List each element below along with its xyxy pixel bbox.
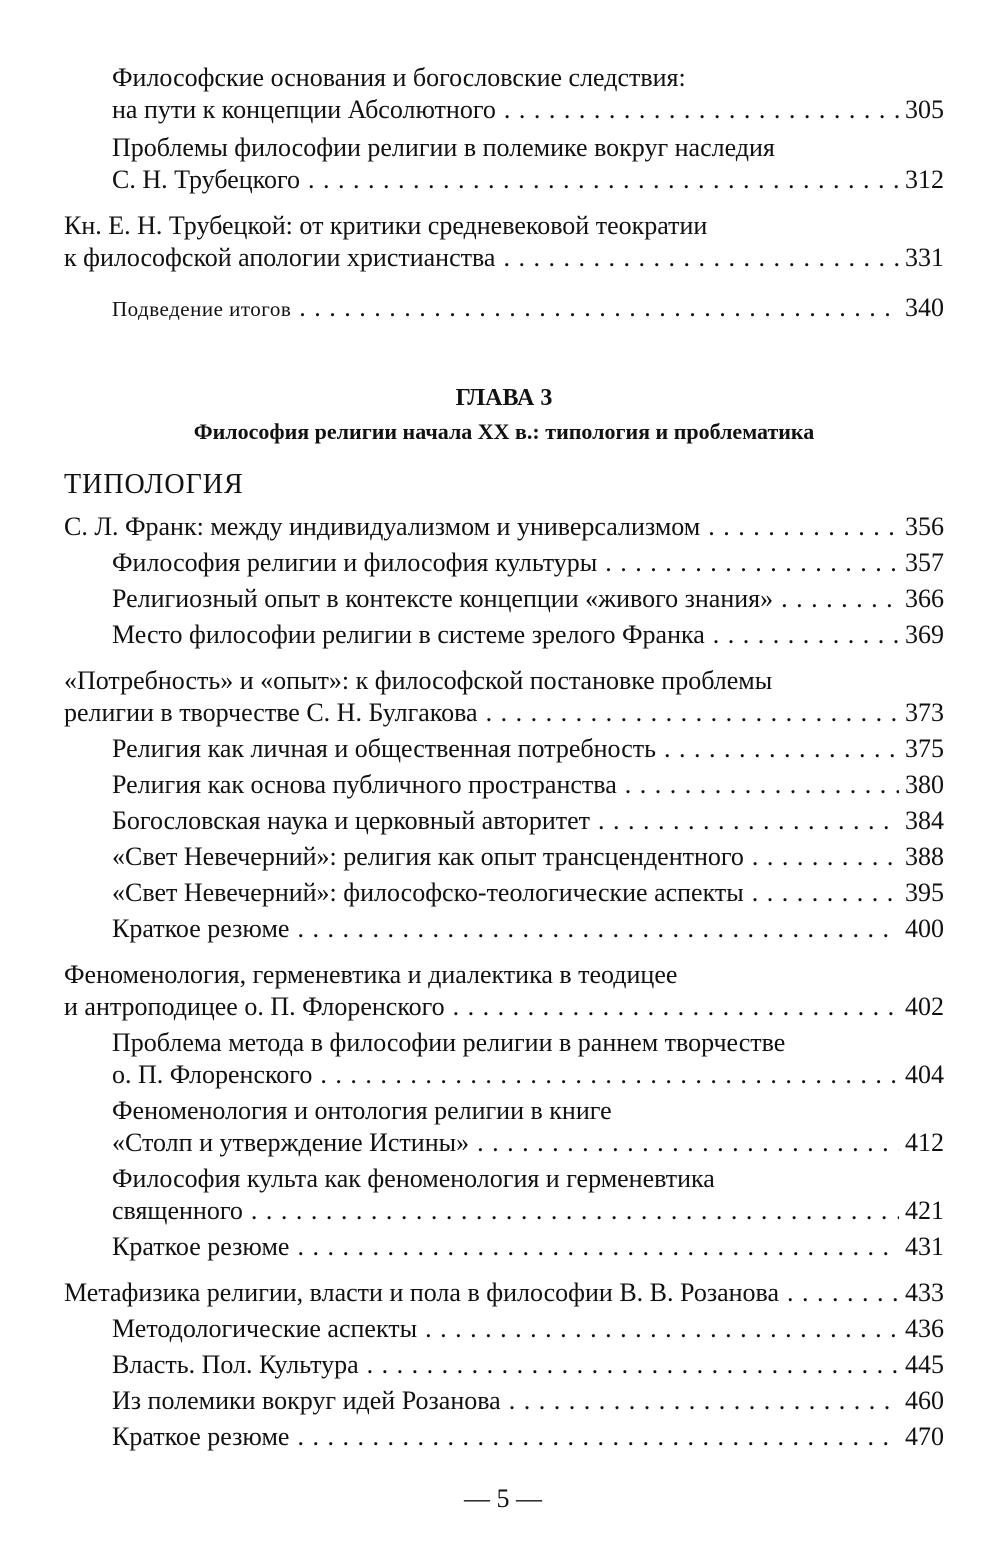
toc-page-number: 395 — [905, 878, 944, 907]
toc-page-number: 421 — [905, 1196, 944, 1225]
toc-entry-title: и антроподицее о. П. Флоренского — [64, 992, 445, 1021]
page-number-footer: — 5 — — [464, 1484, 542, 1513]
toc-page-number: 445 — [905, 1350, 944, 1379]
toc-entry-title: Метафизика религии, власти и пола в философии В. В. Розанова — [64, 1278, 780, 1307]
toc-entry-title: «Свет Невечерний»: философско-теологические аспекты — [112, 878, 744, 907]
toc-entry-line: Философские основания и богословские следствия: — [112, 63, 686, 92]
toc-page-number: 369 — [905, 620, 944, 649]
toc-entry — [64, 1095, 944, 1159]
toc-page-number: 375 — [905, 734, 944, 763]
toc-entry — [64, 1027, 944, 1091]
toc-entry-title: Краткое резюме — [112, 914, 290, 943]
toc-page-number: 404 — [905, 1060, 944, 1089]
toc-entry-title: Методологические аспекты — [112, 1314, 418, 1343]
toc-page-number: 366 — [905, 584, 944, 613]
toc-entry-line: Феноменология, герменевтика и диалектика в теодицее — [64, 960, 678, 989]
toc-entry-title: С. Л. Франк: между индивидуализмом и универсализмом — [64, 512, 701, 541]
toc-page-number: 436 — [905, 1314, 944, 1343]
toc-entry — [64, 210, 944, 274]
toc-entry — [64, 1277, 944, 1309]
toc-page-number: 412 — [905, 1128, 944, 1157]
toc-page-number: 388 — [905, 842, 944, 871]
toc-page — [64, 62, 944, 1453]
toc-page-number: 470 — [905, 1422, 944, 1451]
toc-page-number: 312 — [905, 165, 944, 194]
toc-entry — [64, 769, 944, 801]
toc-entry — [64, 1349, 944, 1381]
toc-entry — [64, 1163, 944, 1227]
toc-entry — [64, 959, 944, 1023]
toc-entry-title: Философия религии и философия культуры — [112, 548, 598, 577]
toc-entry-title: Подведение итогов — [112, 297, 292, 321]
toc-entry — [64, 1421, 944, 1453]
toc-entry — [64, 877, 944, 909]
toc-entry — [64, 583, 944, 615]
toc-entry-title: Богословская наука и церковный авторитет — [112, 806, 591, 835]
toc-entry — [64, 841, 944, 873]
toc-entry-title: Религия как личная и общественная потребность — [112, 734, 656, 763]
toc-page-number: 373 — [905, 698, 944, 727]
toc-page-number: 356 — [905, 512, 944, 541]
toc-entry — [64, 511, 944, 543]
toc-page-number: 400 — [905, 914, 944, 943]
toc-entry-title: священного — [112, 1196, 243, 1225]
toc-entry-title: «Столп и утверждение Истины» — [112, 1128, 470, 1157]
toc-entry-title: «Свет Невечерний»: религия как опыт трансцендентного — [112, 842, 744, 871]
toc-entry-line: Кн. Е. Н. Трубецкой: от критики средневековой теократии — [64, 211, 708, 240]
toc-entry-title: Религия как основа публичного пространства — [112, 770, 617, 799]
toc-entry — [64, 1313, 944, 1345]
toc-page-number: 431 — [905, 1232, 944, 1261]
toc-entry-line: Философия культа как феноменология и герменевтика — [112, 1164, 715, 1193]
toc-entry-title: Власть. Пол. Культура — [112, 1350, 359, 1379]
toc-entry-title: Краткое резюме — [112, 1422, 290, 1451]
toc-entry — [64, 665, 944, 729]
toc-page-number: 380 — [905, 770, 944, 799]
toc-entry — [64, 547, 944, 579]
toc-page-number: 402 — [905, 992, 944, 1021]
toc-entry-title: на пути к концепции Абсолютного — [112, 95, 496, 124]
toc-entry — [64, 733, 944, 765]
toc-entry — [64, 132, 944, 196]
toc-page-number: 305 — [905, 95, 944, 124]
toc-entry-line: Проблема метода в философии религии в раннем творчестве — [112, 1028, 786, 1057]
toc-entry-title: Из полемики вокруг идей Розанова — [112, 1386, 501, 1415]
toc-entry — [64, 1385, 944, 1417]
toc-page-number: 460 — [905, 1386, 944, 1415]
toc-entry — [64, 1231, 944, 1263]
toc-page-number: 433 — [905, 1278, 944, 1307]
toc-entry — [64, 913, 944, 945]
section-heading: ТИПОЛОГИЯ — [64, 469, 244, 500]
toc-entry — [64, 62, 944, 126]
chapter-title: Философия религии начала XX в.: типология и проблематика — [193, 419, 815, 444]
toc-entry-line: Феноменология и онтология религии в книге — [112, 1096, 612, 1125]
toc-page-number: 357 — [905, 548, 944, 577]
toc-entry-line: Проблемы философии религии в полемике вокруг наследия — [112, 133, 775, 162]
toc-entry-title: Место философии религии в системе зрелого Франка — [112, 620, 705, 649]
toc-entry-title: Религиозный опыт в контексте концепции «живого знания» — [112, 584, 774, 613]
toc-entry — [64, 292, 944, 325]
toc-entry — [64, 619, 944, 651]
toc-page-number: 384 — [905, 806, 944, 835]
toc-entry — [64, 805, 944, 837]
toc-entry-title: религии в творчестве С. Н. Булгакова — [64, 698, 478, 727]
toc-entry-title: Краткое резюме — [112, 1232, 290, 1261]
toc-entry-title: о. П. Флоренского — [112, 1060, 313, 1089]
toc-entry-line: «Потребность» и «опыт»: к философской постановке проблемы — [64, 666, 773, 695]
toc-entry-title: к философской апологии христианства — [64, 243, 496, 272]
chapter-label: ГЛАВА 3 — [455, 385, 553, 411]
toc-page-number: 340 — [905, 293, 944, 322]
toc-page-number: 331 — [905, 243, 944, 272]
toc-entry-title: С. Н. Трубецкого — [112, 165, 300, 194]
